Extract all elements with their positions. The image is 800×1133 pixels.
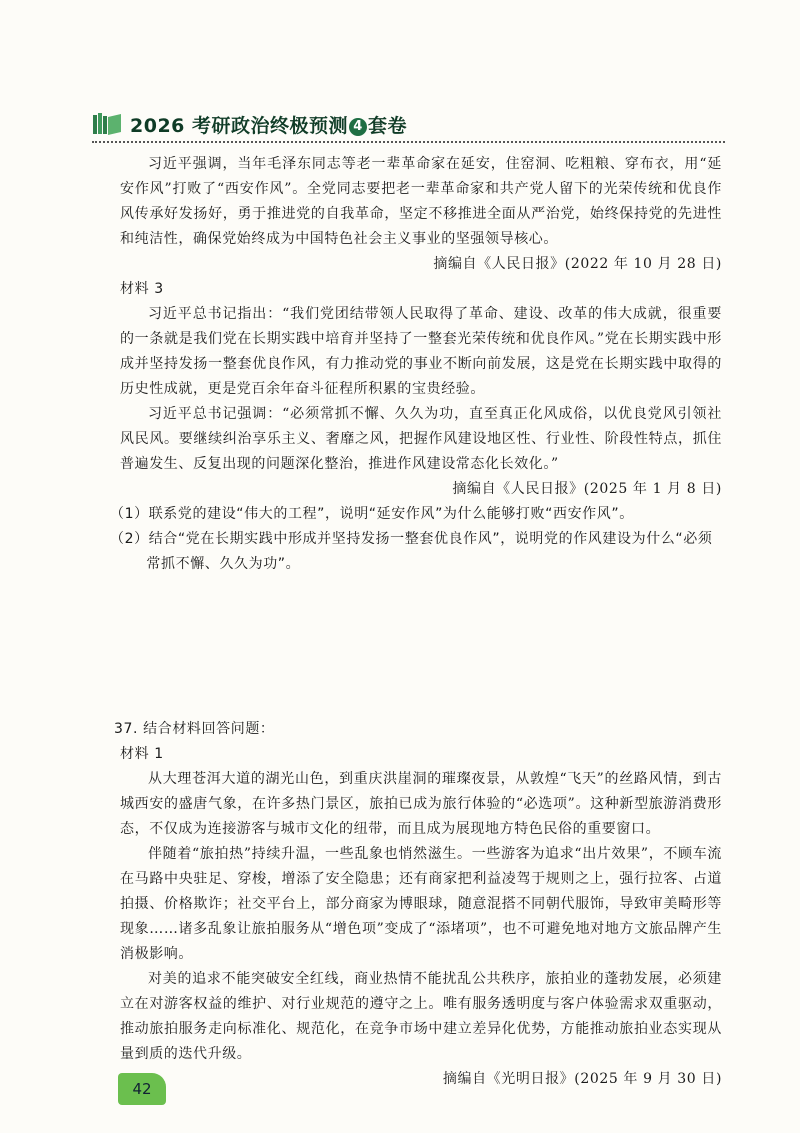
book-icon (92, 112, 122, 136)
set-count-badge: 4 (349, 118, 367, 136)
sub-question-2: （2）结合“党在长期实践中形成并坚持发扬一整套优良作风”，说明党的作风建设为什么“必须常抓不懈、久久为功”。 (110, 531, 713, 572)
material-paragraph: 习近平总书记强调：“必须常抓不懈、久久为功，直至真正化风成俗，以优良党风引领社风民风。要继续纠治享乐主义、奢靡之风，把握作风建设地区性、行业性、阶段性特点，抓住普遍发生、反复出现的问题深化整治，推进作风建设常态化长效化。” (120, 406, 722, 472)
material-paragraph: 习近平强调，当年毛泽东同志等老一辈革命家在延安，住窑洞、吃粗粮、穿布衣，用“延安作风”打败了“西安作风”。全党同志要把老一辈革命家和共产党人留下的光荣传统和优良作风传承好发扬好，勇于推进党的自我革命，坚定不移推进全面从严治党，始终保持党的先进性和纯洁性，确保党始终成为中国特色社会主义事业的坚强领导核心。 (120, 156, 722, 247)
book-title-suffix: 套卷 (368, 114, 408, 137)
material-paragraph: 伴随着“旅拍热”持续升温，一些乱象也悄然滋生。一些游客为追求“出片效果”，不顾车流在马路中央驻足、穿梭，增添了安全隐患；还有商家把利益凌驾于规则之上，强行拉客、占道拍摄、价格欺诈；社交平台上，部分商家为博眼球，随意混搭不同朝代服饰，导致审美畸形等现象……诸多乱象让旅拍服务从“增色项”变成了“添堵项”，也不可避免地对地方文旅品牌产生消极影响。 (120, 846, 722, 962)
book-title-prefix: 考研政治终极预测 (192, 114, 349, 137)
sub-question-1: （1）联系党的建设“伟大的工程”，说明“延安作风”为什么能够打败“西安作风”。 (110, 506, 634, 522)
page-number-tab (118, 1073, 166, 1105)
page-number: 42 (132, 1080, 152, 1098)
header-divider (92, 141, 725, 143)
book-title (130, 111, 407, 138)
question-36-continued (110, 152, 722, 577)
source-citation: 摘编自《光明日报》(2025 年 9 月 30 日) (442, 1071, 722, 1087)
material-label: 材料 3 (120, 281, 164, 297)
material-paragraph: 从大理苍洱大道的湖光山色，到重庆洪崖洞的璀璨夜景，从敦煌“飞天”的丝路风情，到古城西安的盛唐气象，在许多热门景区，旅拍已成为旅行体验的“必选项”。这种新型旅游消费形态，不仅成为连接游客与城市文化的纽带，而且成为展现地方特色民俗的重要窗口。 (120, 771, 722, 837)
material-paragraph: 习近平总书记指出：“我们党团结带领人民取得了革命、建设、改革的伟大成就，很重要的一条就是我们党在长期实践中培育并坚持了一整套光荣传统和优良作风。”党在长期实践中形成并坚持发扬一整套优良作风，有力推动党的事业不断向前发展，这是党在长期实践中取得的历史性成就，更是党百余年奋斗征程所积累的宝贵经验。 (120, 306, 722, 397)
page-header (92, 110, 720, 138)
material-paragraph: 对美的追求不能突破安全红线，商业热情不能扰乱公共秩序，旅拍业的蓬勃发展，必须建立在对游客权益的维护、对行业规范的遵守之上。唯有服务透明度与客户体验需求双重驱动，推动旅拍服务走向标准化、规范化，在竞争市场中建立差异化优势，方能推动旅拍业态实现从量到质的迭代升级。 (120, 971, 722, 1062)
question-title: 37. 结合材料回答问题： (114, 721, 275, 737)
source-citation: 摘编自《人民日报》(2025 年 1 月 8 日) (452, 481, 722, 497)
question-37 (114, 717, 722, 1092)
book-year: 2026 (130, 114, 185, 137)
source-citation: 摘编自《人民日报》(2022 年 10 月 28 日) (433, 256, 722, 272)
material-label: 材料 1 (120, 746, 164, 762)
